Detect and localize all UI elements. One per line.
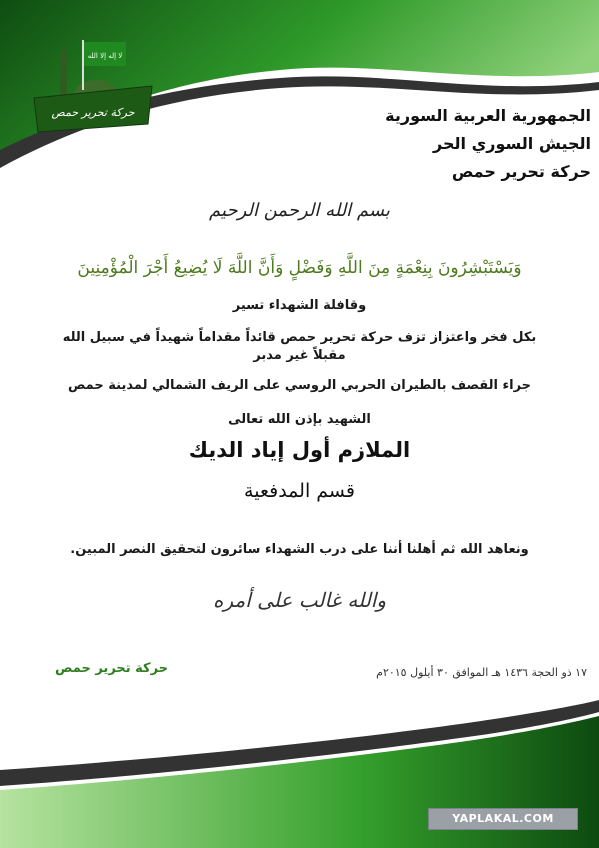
department: قسم المدفعية bbox=[244, 480, 355, 502]
flag-text: لا إله إلا الله bbox=[87, 52, 123, 60]
martyr-name: الملازم أول إياد الديك bbox=[188, 438, 411, 462]
body-line-3: مقبلاً غير مدبر bbox=[253, 348, 346, 363]
pledge-text: ونعاهد الله ثم أهلنا أننا على درب الشهداء سائرون لتحقيق النصر المبين. bbox=[70, 542, 529, 557]
quran-verse: وَيَسْتَبْشِرُونَ بِنِعْمَةٍ مِنَ اللَّهِ وَفَضْلٍ وَأَنَّ اللَّهَ لَا يُضِيعُ أَجْرَ الْمُؤْمِنِينَ bbox=[77, 258, 522, 278]
header-republic: الجمهورية العربية السورية bbox=[385, 106, 591, 125]
footer-organization: حركة تحرير حمص bbox=[55, 661, 169, 676]
header-movement: حركة تحرير حمص bbox=[451, 162, 591, 181]
logo-text: حركة تحرير حمص bbox=[51, 106, 135, 119]
body-line-5: الشهيد بإذن الله تعالى bbox=[228, 412, 371, 427]
header-army: الجيش السوري الحر bbox=[433, 134, 591, 153]
watermark-badge: YAPLAKAL.COM bbox=[428, 808, 578, 830]
basmala: بسم الله الرحمن الرحيم bbox=[209, 200, 390, 221]
body-line-4: جراء القصف بالطيران الحربي الروسي على الريف الشمالي لمدينة حمص bbox=[67, 378, 532, 393]
body-line-1: وقافلة الشهداء تسير bbox=[232, 298, 367, 313]
body-line-2: بكل فخر واعتزاز تزف حركة تحرير حمص قائداً مقداماً شهيداً في سبيل الله bbox=[62, 330, 537, 345]
issue-date: ١٧ ذو الحجة ١٤٣٦ هـ الموافق ٣٠ أيلول ٢٠١٥م bbox=[376, 666, 587, 679]
calligraphy-slogan: والله غالب على أمره bbox=[212, 588, 387, 612]
movement-logo bbox=[28, 36, 158, 136]
